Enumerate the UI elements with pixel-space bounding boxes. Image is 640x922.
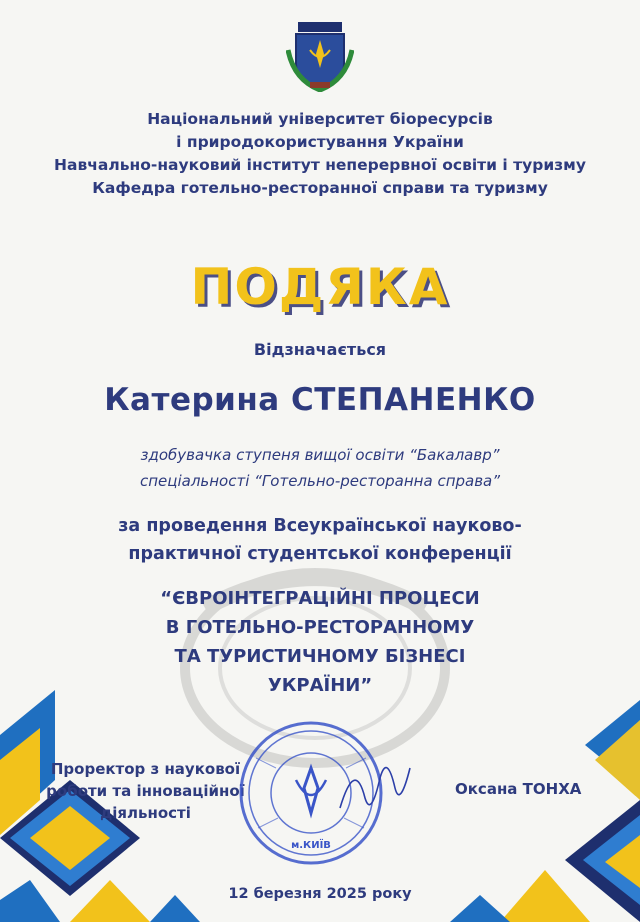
role-line-2: роботи та інноваційної [46,782,245,800]
university-crest-icon [286,20,354,92]
issue-date: 12 березня 2025 року [228,886,412,902]
institution-block [0,108,640,200]
institution-line-1: Національний університет біоресурсів [147,110,493,128]
seal-city: м.КИЇВ [291,840,331,851]
conference-line-4: УКРАЇНИ” [267,675,373,696]
institution-line-3: Навчально-науковий інститут неперервної освіти і туризму [54,156,586,174]
institution-line-4: Кафедра готельно-ресторанної справи та туризму [92,179,548,197]
conference-line-2: В ГОТЕЛЬНО-РЕСТОРАННОМУ [165,617,475,638]
role-line-1: Проректор з наукової [50,760,241,778]
signatory-role [38,758,253,824]
description-line-2: спеціальності “Готельно-ресторанна справа” [139,472,501,490]
institution-line-2: і природокористування України [176,133,464,151]
award-reason [0,512,640,568]
awarded-label: Відзначається [253,340,387,359]
recipient-description [0,442,640,494]
certificate-title: ПОДЯКА [190,258,450,316]
role-line-3: діяльності [100,804,191,822]
conference-line-3: ТА ТУРИСТИЧНОМУ БІЗНЕСІ [174,646,466,667]
reason-line-2: практичної студентської конференції [128,544,512,564]
signature-mark [335,748,415,828]
recipient-name: Катерина СТЕПАНЕНКО [104,382,536,418]
signatory-name: Оксана ТОНХА [455,780,582,798]
description-line-1: здобувачка ступеня вищої освіти “Бакалавр” [140,446,500,464]
conference-line-1: “ЄВРОІНТЕГРАЦІЙНІ ПРОЦЕСИ [160,588,480,609]
conference-title [0,584,640,700]
reason-line-1: за проведення Всеукраїнської науково- [118,516,522,536]
